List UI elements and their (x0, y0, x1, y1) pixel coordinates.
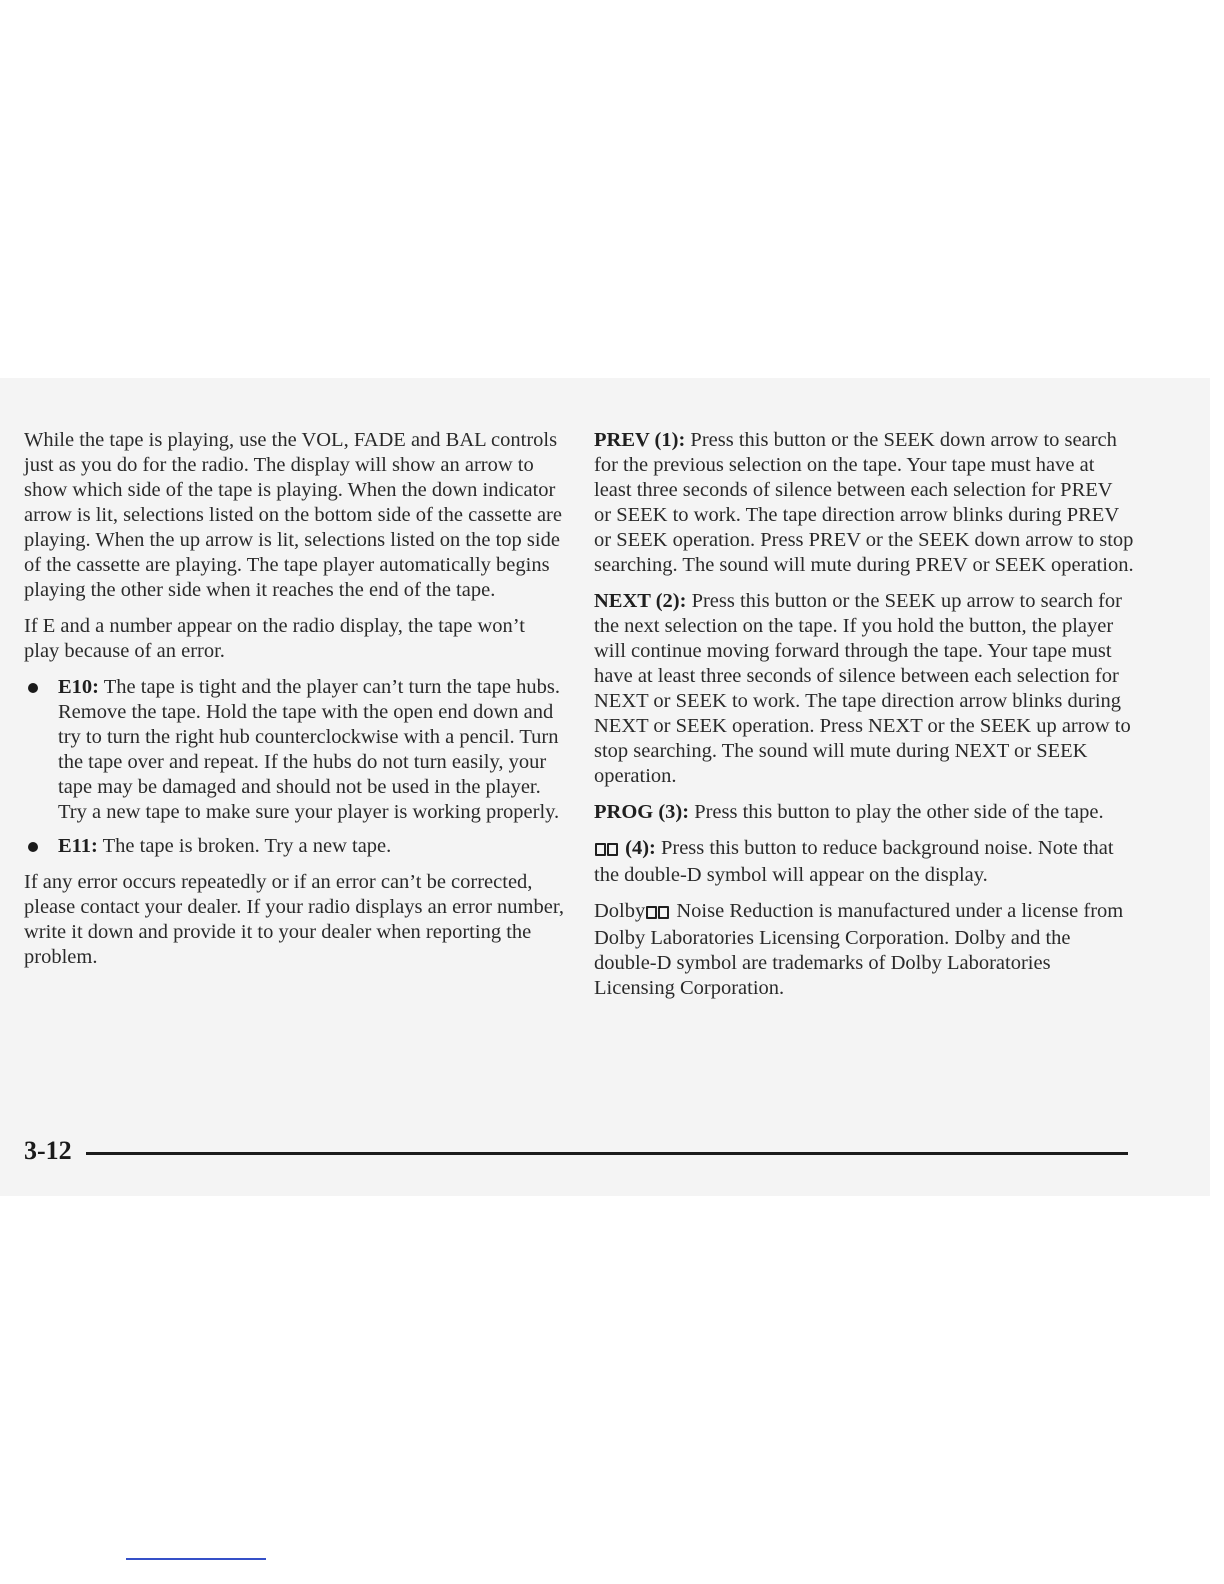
next-term: NEXT (2): (594, 590, 687, 612)
prog-term: PROG (3): (594, 801, 690, 823)
error-description: The tape is tight and the player can’t turn the tape hubs. Remove the tape. Hold the tape with the open end down and try to turn the right hub counterclockwise with a pencil. Turn the tape over and repeat. If the hubs do not turn easily, your tape may be damaged and should not be used in the player. Try a new tape to make sure your player is working properly. (58, 676, 560, 823)
dolby-button-paragraph (594, 836, 1134, 888)
next-text: Press this button or the SEEK up arrow to search for the next selection on the tape. If you hold the button, the player will continue moving forward through the tape. Your tape must have at least three seconds of silence between each selection for NEXT or SEEK to work. The tape direction arrow blinks during NEXT or SEEK operation. Press NEXT or the SEEK up arrow to stop searching. The sound will mute during NEXT or SEEK operation. (594, 590, 1131, 787)
prev-term: PREV (1): (594, 429, 686, 451)
dolby-button-text: Press this button to reduce background noise. Note that the double-D symbol will appear on the display. (594, 837, 1114, 886)
bullet-icon (28, 842, 38, 852)
dolby-button-term: (4): (625, 837, 656, 859)
link-underline[interactable] (126, 1558, 266, 1560)
error-intro-paragraph: If E and a number appear on the radio display, the tape won’t play because of an error. (24, 615, 525, 662)
next-paragraph (594, 589, 1134, 789)
tape-playing-paragraph: While the tape is playing, use the VOL, FADE and BAL controls just as you do for the radio. The display will show an arrow to show which side of the tape is playing. When the down indicator arrow is lit, selections listed on the bottom side of the cassette are playing. When the up arrow is lit, selections listed on the top side of the cassette are playing. The tape player automatically begins playing the other side when it reaches the end of the tape. (24, 429, 562, 601)
error-item-e10 (24, 675, 564, 825)
dolby-notice-text: Noise Reduction is manufactured under a license from Dolby Laboratories Licensing Corporation. Dolby and the double-D symbol are trademarks of Dolby Laboratories Licensing Corporation. (594, 900, 1124, 999)
dolby-double-d-icon (595, 838, 619, 863)
error-code: E11: (58, 835, 98, 857)
page-footer (24, 1136, 1130, 1170)
prev-text: Press this button or the SEEK down arrow to search for the previous selection on the tape. Your tape must have at least three seconds of silence between each selection for PREV or SEEK to work. The tape direction arrow blinks during PREV or SEEK operation. Press PREV or the SEEK down arrow to stop searching. The sound will mute during PREV or SEEK operation. (594, 429, 1134, 576)
error-item-e11 (24, 834, 564, 859)
footer-rule (86, 1152, 1128, 1155)
dolby-prefix: Dolby (594, 900, 646, 922)
left-column (24, 428, 564, 981)
dolby-notice-paragraph (594, 899, 1134, 1001)
prog-paragraph (594, 800, 1134, 825)
contact-dealer-paragraph: If any error occurs repeatedly or if an error can’t be corrected, please contact your dealer. If your radio displays an error number, write it down and provide it to your dealer when reporting the problem. (24, 871, 564, 968)
error-description: The tape is broken. Try a new tape. (102, 835, 392, 857)
prev-paragraph (594, 428, 1134, 578)
bullet-icon (28, 683, 38, 693)
dolby-double-d-icon (646, 901, 670, 926)
error-list (24, 675, 564, 859)
right-column (594, 428, 1134, 1012)
error-code: E10: (58, 676, 99, 698)
page-number: 3-12 (24, 1136, 72, 1165)
prog-text: Press this button to play the other side of the tape. (694, 801, 1104, 823)
